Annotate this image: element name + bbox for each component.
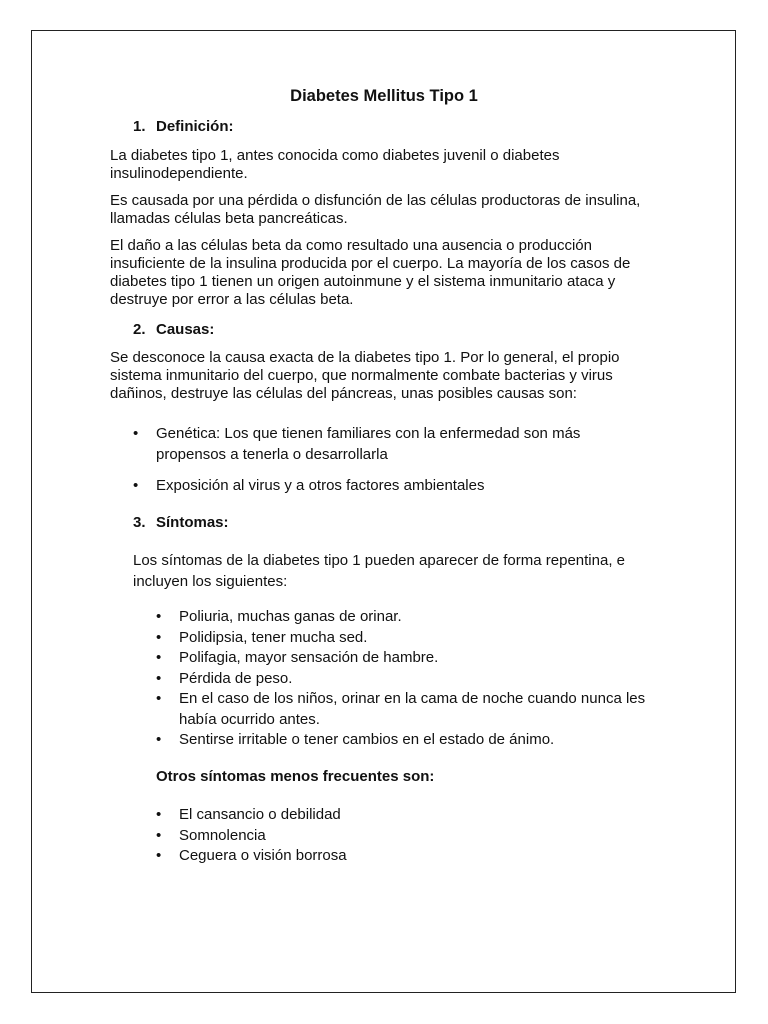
- list-item: • El cansancio o debilidad: [156, 805, 556, 826]
- otros-sintomas-list: [156, 805, 556, 867]
- paragraph: Los síntomas de la diabetes tipo 1 pueden aparecer de forma repentina, e incluyen los siguientes:: [133, 552, 625, 590]
- list-item: • Exposición al virus y a otros factores ambientales: [133, 475, 613, 496]
- document-title: Diabetes Mellitus Tipo 1: [290, 87, 478, 105]
- section-title: Síntomas:: [156, 514, 229, 531]
- section-number: 3.: [133, 514, 146, 531]
- causas-list: [133, 423, 613, 496]
- list-item: • Sentirse irritable o tener cambios en el estado de ánimo.: [156, 730, 656, 751]
- list-item: • Ceguera o visión borrosa: [156, 846, 556, 867]
- section-heading-sintomas: [133, 514, 229, 531]
- list-item: • Polifagia, mayor sensación de hambre.: [156, 648, 656, 669]
- list-item: • Genética: Los que tienen familiares con la enfermedad son más propensos a tenerla o desarrollarla: [133, 423, 613, 465]
- section-number: 1.: [133, 118, 146, 135]
- otros-sintomas-heading: Otros síntomas menos frecuentes son:: [156, 768, 435, 785]
- paragraph: El daño a las células beta da como resultado una ausencia o producción insuficiente de la insulina producida por el cuerpo. La mayoría de los casos de diabetes tipo 1 tienen un origen autoinmune y el sistema inmunitario ataca y destruye por error a las células beta.: [110, 237, 631, 308]
- section-heading-definicion: [133, 118, 234, 135]
- section-title: Definición:: [156, 118, 234, 135]
- list-item: • Somnolencia: [156, 826, 556, 847]
- section-title: Causas:: [156, 321, 215, 338]
- paragraph: La diabetes tipo 1, antes conocida como diabetes juvenil o diabetes insulinodependiente.: [110, 147, 560, 182]
- list-item: • Pérdida de peso.: [156, 669, 656, 690]
- paragraph: Se desconoce la causa exacta de la diabetes tipo 1. Por lo general, el propio sistema inmunitario del cuerpo, que normalmente combate bacterias y virus dañinos, destruye las células del páncreas, unas posibles causas son:: [110, 349, 620, 402]
- section-heading-causas: [133, 321, 214, 338]
- list-item: • Polidipsia, tener mucha sed.: [156, 628, 656, 649]
- list-item: • En el caso de los niños, orinar en la cama de noche cuando nunca les había ocurrido antes.: [156, 689, 656, 730]
- section-number: 2.: [133, 321, 146, 338]
- paragraph: Es causada por una pérdida o disfunción de las células productoras de insulina, llamadas células beta pancreáticas.: [110, 192, 641, 227]
- list-item: • Poliuria, muchas ganas de orinar.: [156, 607, 656, 628]
- sintomas-list: [156, 607, 656, 751]
